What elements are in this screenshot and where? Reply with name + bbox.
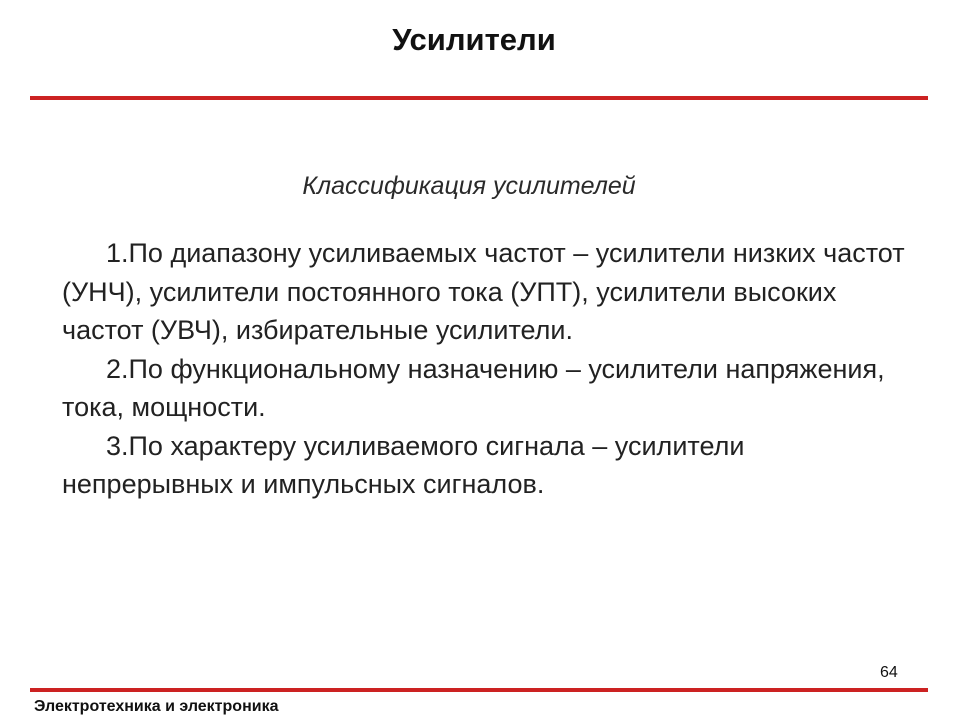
top-divider xyxy=(30,96,928,100)
classification-item-2: 2.По функциональному назначению – усилители напряжения, тока, мощности. xyxy=(62,353,885,422)
slide-title: Усилители xyxy=(392,22,556,57)
classification-list xyxy=(62,234,912,504)
classification-item-3: 3.По характеру усиливаемого сигнала – усилители непрерывных и импульсных сигналов. xyxy=(62,430,745,499)
bottom-divider xyxy=(30,688,928,692)
classification-item-1: 1.По диапазону усиливаемых частот – усилители низких частот (УНЧ), усилители постоянного тока (УПТ), усилители высоких частот (УВЧ), избирательные усилители. xyxy=(62,238,905,345)
course-footer: Электротехника и электроника xyxy=(34,698,279,715)
page-number: 64 xyxy=(880,664,898,681)
section-subtitle: Классификация усилителей xyxy=(302,172,636,200)
